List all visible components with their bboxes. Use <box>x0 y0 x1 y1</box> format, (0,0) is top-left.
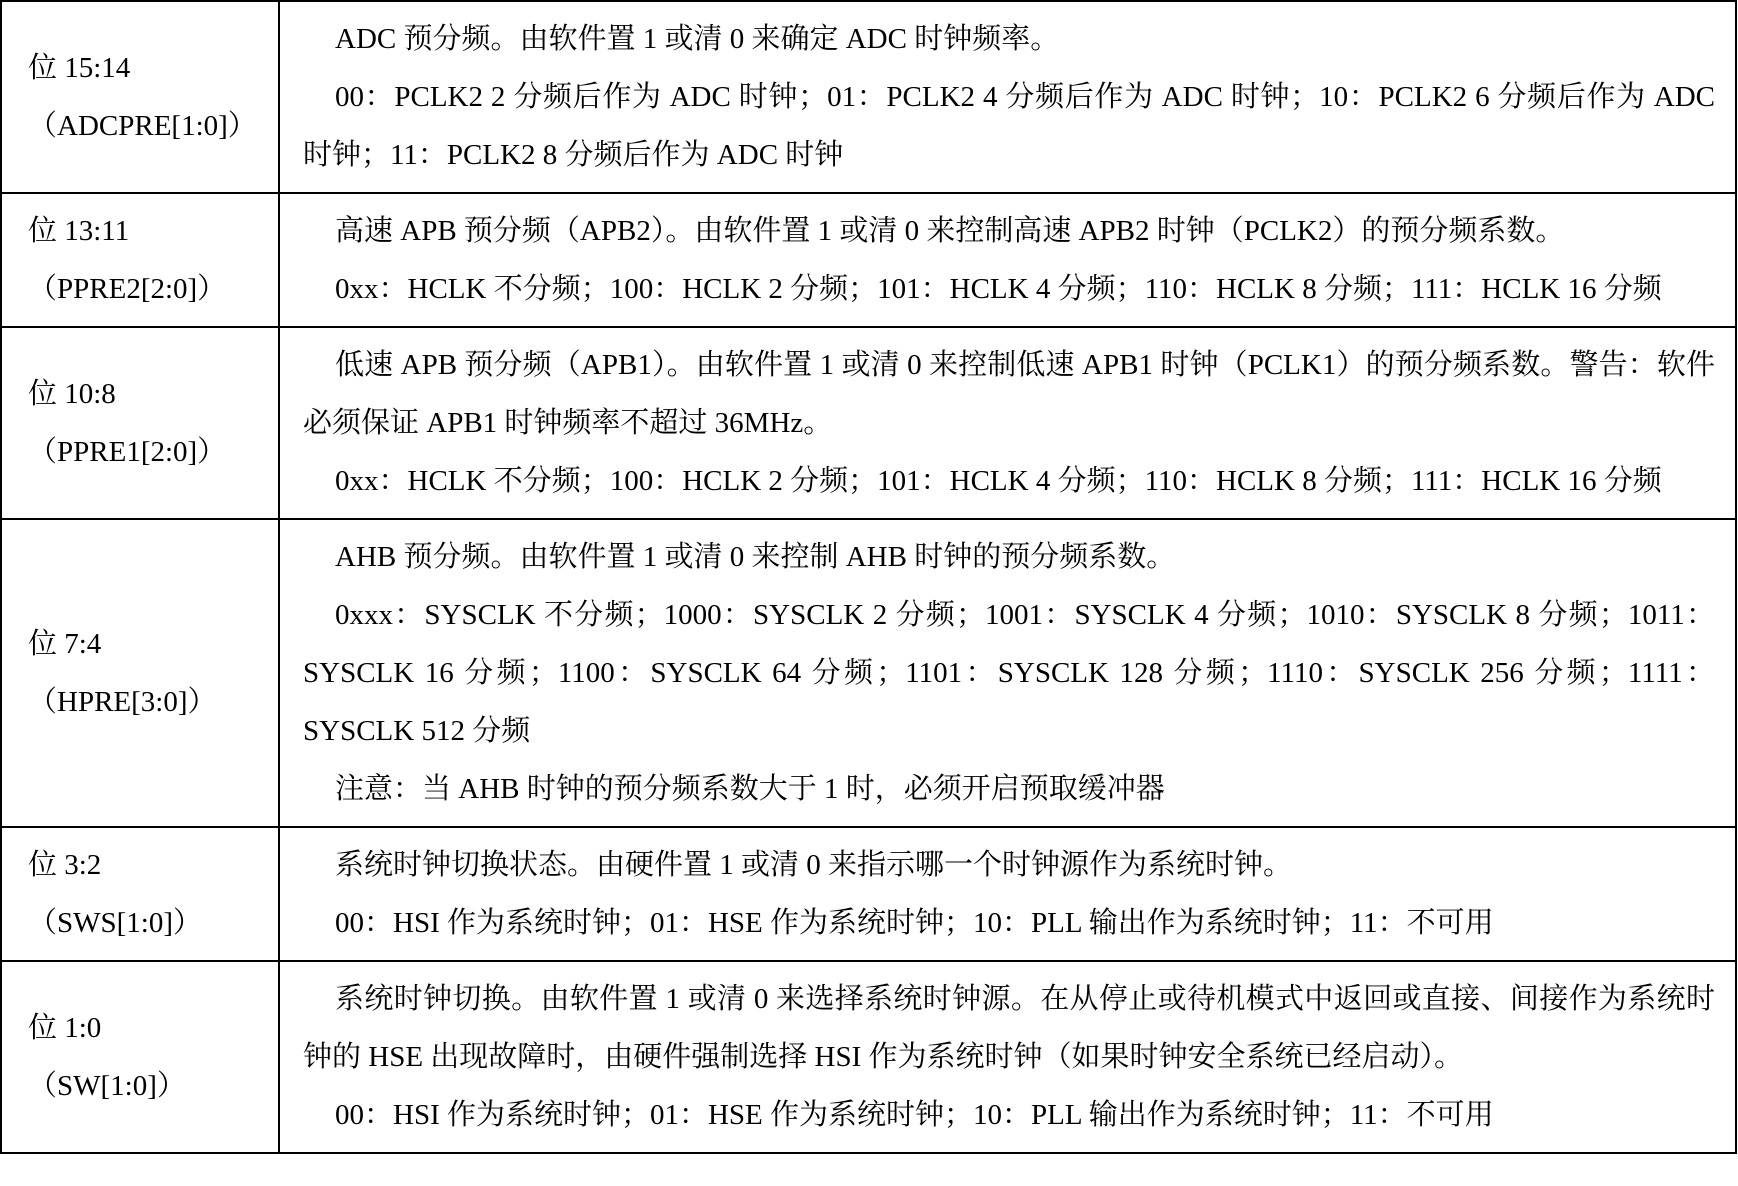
description-paragraph: 系统时钟切换。由软件置 1 或清 0 来选择系统时钟源。在从停止或待机模式中返回或直接、间接作为系统时钟的 HSE 出现故障时，由硬件强制选择 HSI 作为系统时钟（如果时钟安全系统已经启动）。 <box>303 983 1715 1073</box>
bit-range: 位 10:8 <box>28 378 116 410</box>
field-name: （ADCPRE[1:0]） <box>28 110 257 142</box>
bit-range: 位 7:4 <box>28 628 102 660</box>
bit-cell <box>1 1 279 193</box>
table-row <box>1 1 1736 193</box>
description-paragraph: 0xxx：SYSCLK 不分频；1000：SYSCLK 2 分频；1001：SYSCLK 4 分频；1010：SYSCLK 8 分频；1011：SYSCLK 16 分频；1100：SYSCLK 64 分频；1101：SYSCLK 128 分频；1110：SYSCLK 256 分频；1111：SYSCLK 512 分频 <box>303 599 1715 747</box>
table-row <box>1 327 1736 519</box>
description-cell <box>279 961 1736 1153</box>
field-name: （PPRE1[2:0]） <box>28 436 227 468</box>
table-row <box>1 519 1736 827</box>
description-cell <box>279 519 1736 827</box>
bit-range: 位 13:11 <box>28 215 130 247</box>
field-name: （PPRE2[2:0]） <box>28 273 227 305</box>
bit-cell <box>1 961 279 1153</box>
bit-range: 位 1:0 <box>28 1012 102 1044</box>
description-cell <box>279 327 1736 519</box>
description-paragraph: 00：HSI 作为系统时钟；01：HSE 作为系统时钟；10：PLL 输出作为系统时钟；11：不可用 <box>335 1099 1494 1131</box>
bit-cell <box>1 327 279 519</box>
table-row <box>1 827 1736 961</box>
description-paragraph: 系统时钟切换状态。由硬件置 1 或清 0 来指示哪一个时钟源作为系统时钟。 <box>335 849 1293 881</box>
table-row <box>1 193 1736 327</box>
bit-range: 位 3:2 <box>28 849 102 881</box>
field-name: （SWS[1:0]） <box>28 907 203 939</box>
description-paragraph: AHB 预分频。由软件置 1 或清 0 来控制 AHB 时钟的预分频系数。 <box>335 541 1176 573</box>
bit-cell <box>1 827 279 961</box>
description-paragraph: 低速 APB 预分频（APB1）。由软件置 1 或清 0 来控制低速 APB1 时钟（PCLK1）的预分频系数。警告：软件必须保证 APB1 时钟频率不超过 36MHz。 <box>303 349 1715 439</box>
bit-cell <box>1 519 279 827</box>
field-name: （HPRE[3:0]） <box>28 686 217 718</box>
table-row <box>1 961 1736 1153</box>
description-cell <box>279 827 1736 961</box>
description-paragraph: 注意：当 AHB 时钟的预分频系数大于 1 时，必须开启预取缓冲器 <box>335 773 1165 805</box>
bit-range: 位 15:14 <box>28 52 131 84</box>
description-paragraph: 高速 APB 预分频（APB2）。由软件置 1 或清 0 来控制高速 APB2 时钟（PCLK2）的预分频系数。 <box>335 215 1565 247</box>
description-cell <box>279 1 1736 193</box>
bit-cell <box>1 193 279 327</box>
description-paragraph: 00：PCLK2 2 分频后作为 ADC 时钟；01：PCLK2 4 分频后作为 ADC 时钟；10：PCLK2 6 分频后作为 ADC 时钟；11：PCLK2 8 分频后作为 ADC 时钟 <box>303 81 1715 171</box>
description-paragraph: 0xx：HCLK 不分频；100：HCLK 2 分频；101：HCLK 4 分频；110：HCLK 8 分频；111：HCLK 16 分频 <box>335 465 1662 497</box>
description-paragraph: 0xx：HCLK 不分频；100：HCLK 2 分频；101：HCLK 4 分频；110：HCLK 8 分频；111：HCLK 16 分频 <box>335 273 1662 305</box>
description-paragraph: ADC 预分频。由软件置 1 或清 0 来确定 ADC 时钟频率。 <box>335 23 1060 55</box>
description-paragraph: 00：HSI 作为系统时钟；01：HSE 作为系统时钟；10：PLL 输出作为系统时钟；11：不可用 <box>335 907 1494 939</box>
field-name: （SW[1:0]） <box>28 1070 186 1102</box>
description-cell <box>279 193 1736 327</box>
